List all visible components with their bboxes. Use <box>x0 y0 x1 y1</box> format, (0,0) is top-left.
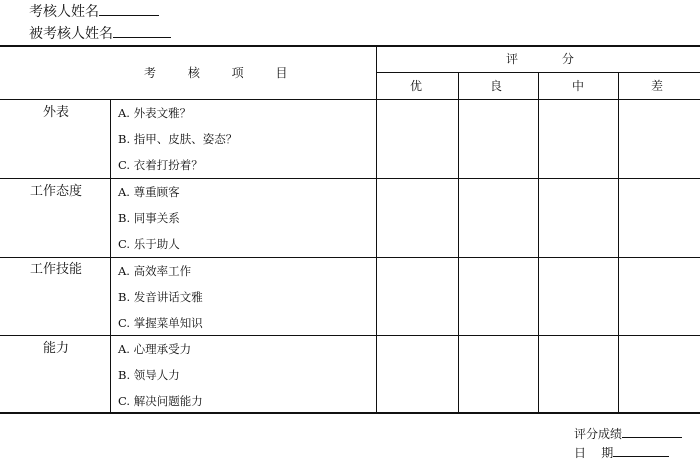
item-row: A. 外表文雅？ <box>118 106 192 120</box>
grade-header-good: 良 <box>490 79 503 93</box>
grade-header-average: 中 <box>572 79 585 93</box>
score-column-divider <box>376 45 377 413</box>
item-row: A. 心理承受力 <box>118 342 192 356</box>
item-row: B. 发音讲话文雅 <box>118 290 203 304</box>
table-bottom-border <box>0 412 700 414</box>
item-row: C. 解决问题能力 <box>118 394 203 408</box>
item-row: C. 乐于助人 <box>118 237 180 251</box>
section-divider <box>0 257 700 258</box>
item-row: C. 掌握菜单知识 <box>118 316 203 330</box>
category-work-attitude: 工作态度 <box>30 184 83 199</box>
date-field[interactable] <box>574 444 669 460</box>
assessor-name-field[interactable] <box>29 2 159 20</box>
item-column-header: 考 核 项 目 <box>144 66 302 80</box>
date-blank[interactable] <box>613 444 669 457</box>
table-top-border <box>0 45 700 47</box>
assessee-name-label: 被考核人姓名 <box>29 26 113 42</box>
grade-header-poor: 差 <box>651 79 664 93</box>
score-result-blank[interactable] <box>622 425 682 438</box>
score-result-field[interactable] <box>574 425 682 441</box>
grade-header-excellent: 优 <box>410 79 423 93</box>
item-row: B. 指甲、皮肤、姿态？ <box>118 132 238 146</box>
category-ability: 能力 <box>43 341 70 356</box>
category-appearance: 外表 <box>43 105 70 120</box>
assessee-name-field[interactable] <box>29 24 171 42</box>
item-row: A. 尊重顾客 <box>118 185 180 199</box>
grade-column-divider <box>458 72 459 413</box>
assessor-name-label: 考核人姓名 <box>29 4 99 20</box>
section-divider <box>0 335 700 336</box>
header-bottom-line <box>0 99 700 100</box>
category-work-skills: 工作技能 <box>30 262 83 277</box>
assessor-name-blank[interactable] <box>99 2 159 16</box>
date-label: 日 期 <box>574 446 614 460</box>
score-result-label: 评分成绩 <box>574 427 623 441</box>
grade-column-divider <box>538 72 539 413</box>
grade-column-divider <box>618 72 619 413</box>
assessee-name-blank[interactable] <box>113 24 171 38</box>
item-row: B. 领导人力 <box>118 368 180 382</box>
category-column-divider <box>110 99 111 413</box>
item-row: A. 高效率工作 <box>118 264 192 278</box>
section-divider <box>0 178 700 179</box>
score-column-header-text: 评 分 <box>506 52 574 66</box>
item-row: C. 衣着打扮着？ <box>118 158 203 172</box>
item-row: B. 同事关系 <box>118 211 180 225</box>
